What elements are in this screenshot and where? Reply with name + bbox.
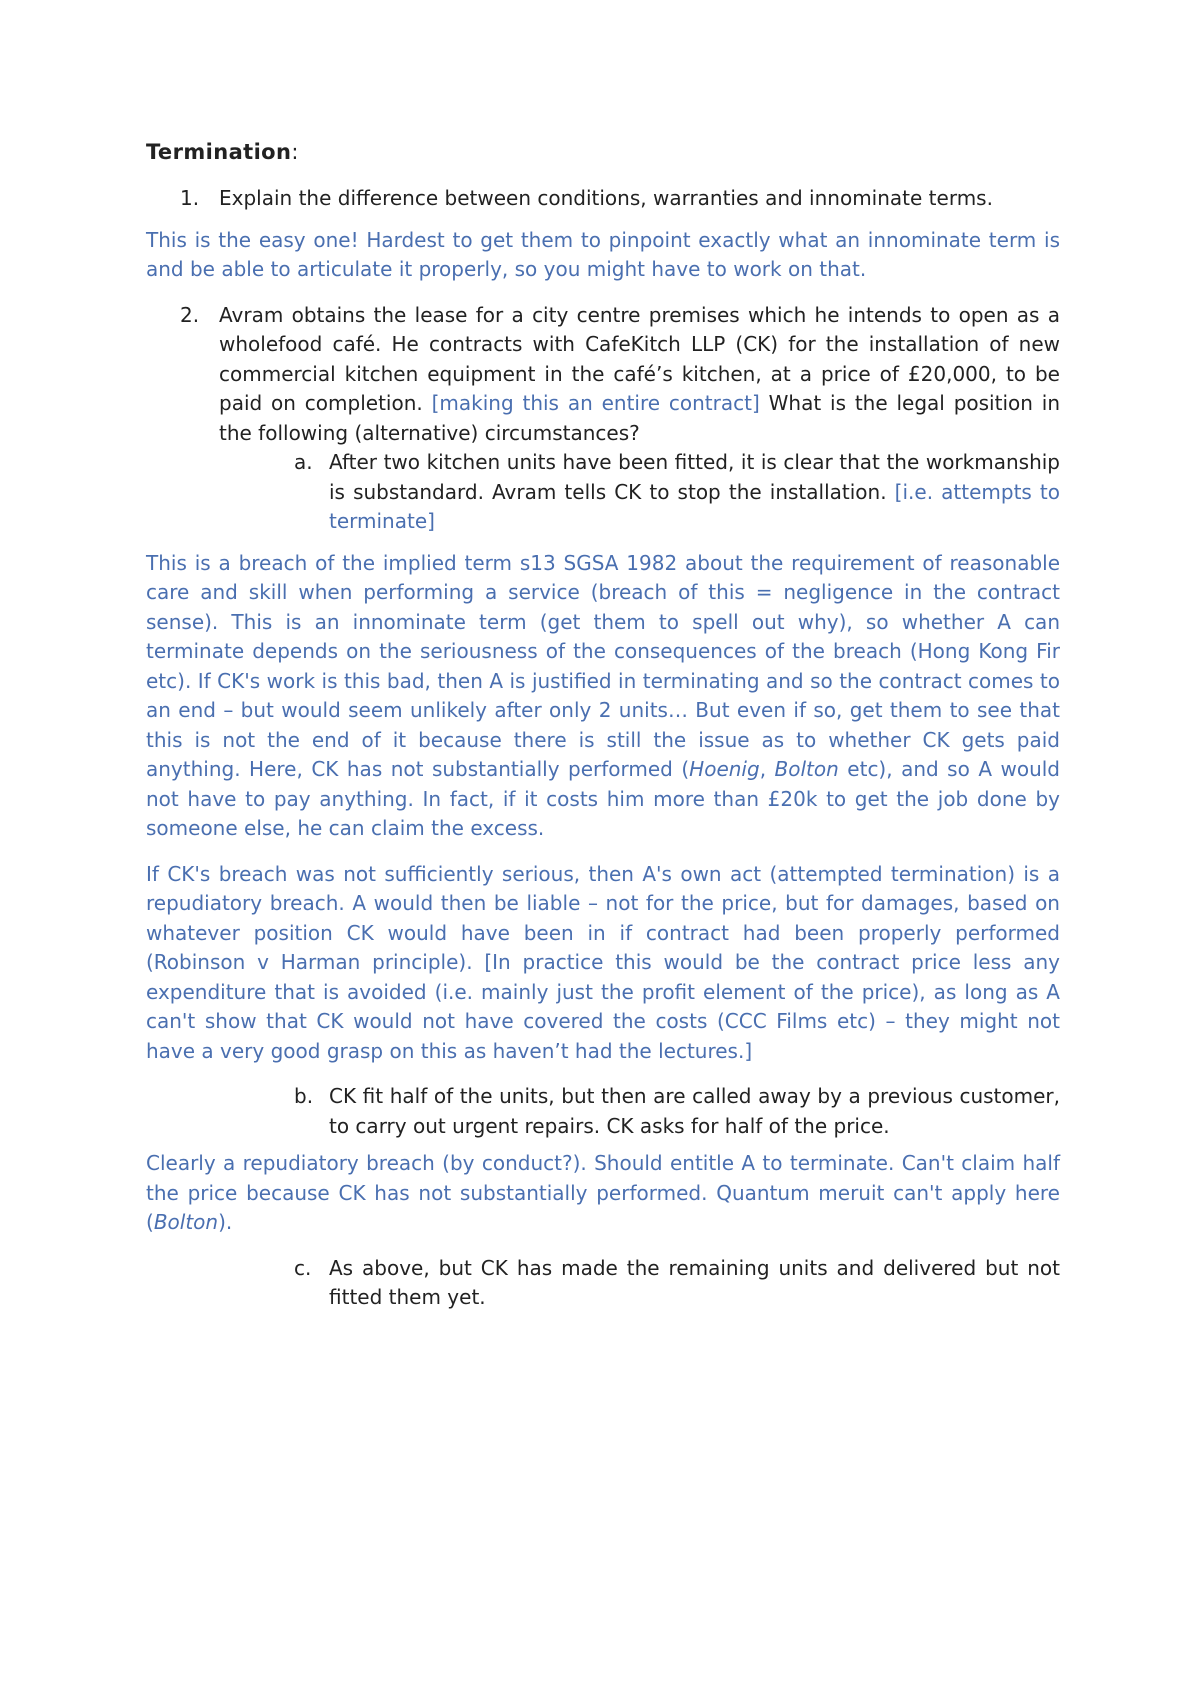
subquestion-a-letter: a. <box>294 450 313 474</box>
note-2-part-1: This is a breach of the implied term s13 SGSA 1982 about the requirement of reasonable care and skill when performing a service (breach of this = negligence in the contract sense). This is an innominate term (get them to spell out why), so whether A can terminate depends on the seriousness of the consequences of the breach (Hong Kong Fir etc). If CK's work is this bad, then A is justified in terminating and so the contract comes to an end – but would seem unlikely after only 2 units… But even if so, get them to see that this is not the end of it because there is still the issue as to whether CK gets paid anything. Here, CK has not substantially performed ( <box>146 550 1060 781</box>
section-heading <box>146 140 1060 164</box>
note-2-part-2: etc), and so A would not have to pay anything. In fact, if it costs him more than £20k to get the job done by someone else, he can claim the excess. <box>146 757 1061 840</box>
question-2-text-a: Avram obtains the lease for a city centre premises which he intends to open as a wholefood café. He contracts with CafeKitch LLP (CK) for the installation of new commercial kitchen equipment in the café’s kitchen, at a price of £20,000, to be paid on completion. <box>219 302 1060 415</box>
heading-title: Termination <box>146 140 292 164</box>
question-2-text-b: What is the legal position in the following (alternative) circumstances? <box>219 391 1060 445</box>
case-bolton-2: Bolton <box>153 1210 219 1234</box>
note-2-sep: , <box>759 757 775 781</box>
subquestion-a-text: After two kitchen units have been fitted, it is clear that the workmanship is substandard. Avram tells CK to stop the installation. <box>329 450 1060 504</box>
case-hoenig: Hoenig <box>689 757 760 781</box>
note-4-part-2: ). <box>218 1210 233 1234</box>
question-2-number: 2. <box>180 302 200 327</box>
note-4-part-1: Clearly a repudiatory breach (by conduct?). Should entitle A to terminate. Can't claim half the price because CK has not substantially performed. Quantum meruit can't apply here ( <box>146 1151 1060 1234</box>
subquestion-c <box>146 1254 1060 1313</box>
document-page <box>146 140 1060 1313</box>
subquestion-a <box>146 448 1060 537</box>
question-1-text: Explain the difference between conditions, warranties and innominate terms. <box>219 186 993 210</box>
heading-colon: : <box>291 140 299 164</box>
case-bolton: Bolton <box>774 757 839 781</box>
question-2 <box>146 301 1060 449</box>
question-2-aside: [making this an entire contract] <box>431 391 760 415</box>
question-1-number: 1. <box>180 186 200 210</box>
subquestion-c-letter: c. <box>294 1255 312 1280</box>
subquestion-a-aside: [i.e. attempts to terminate] <box>329 479 1061 533</box>
tutor-note-2 <box>146 549 1060 844</box>
subquestion-b-text: CK fit half of the units, but then are called away by a previous customer, to carry out urgent repairs. CK asks for half of the price. <box>329 1084 1060 1138</box>
tutor-note-3: If CK's breach was not sufficiently serious, then A's own act (attempted termination) is a repudiatory breach. A would then be liable – not for the price, but for damages, based on whatever position CK would have been in if contract had been properly performed (Robinson v Harman principle). [In practice this would be the contract price less any expenditure that is avoided (i.e. mainly just the profit element of the price), as long as A can't show that CK would not have covered the costs (CCC Films etc) – they might not have a very good grasp on this as haven’t had the lectures.] <box>146 861 1060 1063</box>
subquestion-b-letter: b. <box>294 1084 314 1108</box>
tutor-note-1: This is the easy one! Hardest to get them to pinpoint exactly what an innominate term is and be able to articulate it properly, so you might have to work on that. <box>146 227 1060 281</box>
subquestion-c-text: As above, but CK has made the remaining units and delivered but not fitted them yet. <box>329 1255 1060 1309</box>
subquestion-b <box>146 1082 1060 1141</box>
question-1 <box>146 184 1060 214</box>
tutor-note-4 <box>146 1149 1060 1238</box>
